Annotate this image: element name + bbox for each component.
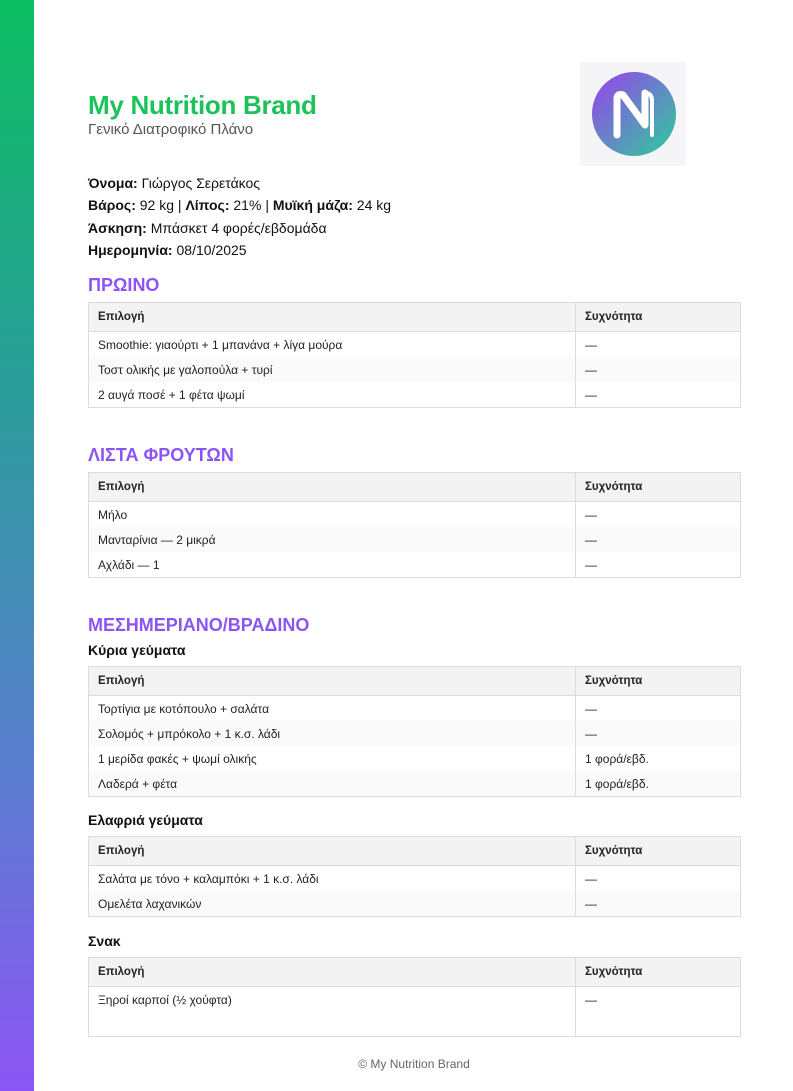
table-row xyxy=(89,552,741,578)
frequency-cell: — xyxy=(576,357,741,382)
table-row xyxy=(89,866,741,892)
muscle-label: Μυϊκή μάζα: xyxy=(272,197,353,214)
column-header-option: Επιλογή xyxy=(89,667,576,696)
n-logo-icon xyxy=(590,71,678,157)
section-title-lunch-dinner: ΜΕΣΗΜΕΡΙΑΝΟ/ΒΡΑΔΙΝΟ xyxy=(88,615,310,635)
column-header-frequency: Συχνότητα xyxy=(576,837,741,866)
frequency-cell: 1 φορά/εβδ. xyxy=(576,746,741,771)
plan-subtitle: Γενικό Διατροφικό Πλάνο xyxy=(88,121,254,138)
date-line xyxy=(88,239,391,261)
exercise-label: Άσκηση: xyxy=(88,219,147,236)
frequency-cell: — xyxy=(576,721,741,746)
fat-value: 21% xyxy=(233,197,262,214)
frequency-cell: — xyxy=(576,866,741,892)
separator: | xyxy=(177,197,182,214)
fruits-table xyxy=(88,472,741,578)
column-header-frequency: Συχνότητα xyxy=(576,473,741,502)
table-row xyxy=(89,771,741,797)
exercise-value: Μπάσκετ 4 φορές/εβδομάδα xyxy=(150,219,327,236)
table-row xyxy=(89,891,741,917)
section-title-fruits: ΛΙΣΤΑ ΦΡΟΥΤΩΝ xyxy=(88,445,234,465)
muscle-value: 24 kg xyxy=(356,197,392,214)
option-cell: Μήλο xyxy=(89,502,576,528)
table-row xyxy=(89,1012,741,1037)
table-row xyxy=(89,332,741,358)
option-cell xyxy=(89,1012,576,1037)
table-row xyxy=(89,721,741,746)
fat-label: Λίπος: xyxy=(185,197,230,214)
gradient-sidebar xyxy=(0,0,34,1091)
column-header-option: Επιλογή xyxy=(89,958,576,987)
option-cell: Smoothie: γιαούρτι + 1 μπανάνα + λίγα μούρα xyxy=(89,332,576,358)
brand-name: My Nutrition Brand xyxy=(88,90,317,120)
snack-table xyxy=(88,957,741,1037)
frequency-cell xyxy=(576,1012,741,1037)
brand-logo xyxy=(580,62,686,166)
name-label: Όνομα: xyxy=(88,175,138,191)
subsection-title-snack: Σνακ xyxy=(88,933,121,949)
frequency-cell: — xyxy=(576,332,741,358)
option-cell: 1 μερίδα φακές + ψωμί ολικής xyxy=(89,746,576,771)
option-cell: Σαλάτα με τόνο + καλαμπόκι + 1 κ.σ. λάδι xyxy=(89,866,576,892)
table-row xyxy=(89,382,741,408)
column-header-frequency: Συχνότητα xyxy=(576,958,741,987)
option-cell: 2 αυγά ποσέ + 1 φέτα ψωμί xyxy=(89,382,576,408)
weight-label: Βάρος: xyxy=(88,197,136,214)
option-cell: Ομελέτα λαχανικών xyxy=(89,891,576,917)
frequency-cell: — xyxy=(576,552,741,578)
frequency-cell: 1 φορά/εβδ. xyxy=(576,771,741,797)
weight-value: 92 kg xyxy=(139,197,175,214)
frequency-cell: — xyxy=(576,502,741,528)
client-exercise-line xyxy=(88,217,391,239)
option-cell: Λαδερά + φέτα xyxy=(89,771,576,797)
frequency-cell: — xyxy=(576,987,741,1013)
table-row xyxy=(89,357,741,382)
column-header-option: Επιλογή xyxy=(89,473,576,502)
table-row xyxy=(89,527,741,552)
option-cell: Σολομός + μπρόκολο + 1 κ.σ. λάδι xyxy=(89,721,576,746)
option-cell: Τορτίγια με κοτόπουλο + σαλάτα xyxy=(89,696,576,722)
light-meals-table xyxy=(88,836,741,917)
option-cell: Τοστ ολικής με γαλοπούλα + τυρί xyxy=(89,357,576,382)
frequency-cell: — xyxy=(576,696,741,722)
frequency-cell: — xyxy=(576,382,741,408)
option-cell: Ξηροί καρποί (½ χούφτα) xyxy=(89,987,576,1013)
client-metrics-line xyxy=(88,194,391,216)
date-label: Ημερομηνία: xyxy=(88,241,173,258)
date-value: 08/10/2025 xyxy=(176,241,247,258)
footer-copyright: © My Nutrition Brand xyxy=(358,1057,470,1071)
main-meals-table xyxy=(88,666,741,797)
table-row xyxy=(89,746,741,771)
column-header-frequency: Συχνότητα xyxy=(576,303,741,332)
subsection-title-main-meals: Κύρια γεύματα xyxy=(88,642,186,658)
option-cell: Αχλάδι — 1 xyxy=(89,552,576,578)
breakfast-table xyxy=(88,302,741,408)
table-row xyxy=(89,987,741,1013)
column-header-option: Επιλογή xyxy=(89,303,576,332)
frequency-cell: — xyxy=(576,891,741,917)
subsection-title-light-meals: Ελαφριά γεύματα xyxy=(88,812,203,828)
column-header-option: Επιλογή xyxy=(89,837,576,866)
column-header-frequency: Συχνότητα xyxy=(576,667,741,696)
client-name: Γιώργος Σερετάκος xyxy=(141,175,261,191)
client-info xyxy=(88,172,391,261)
client-name-line xyxy=(88,172,391,194)
table-row xyxy=(89,502,741,528)
separator: | xyxy=(265,197,269,214)
table-row xyxy=(89,696,741,722)
option-cell: Μανταρίνια — 2 μικρά xyxy=(89,527,576,552)
frequency-cell: — xyxy=(576,527,741,552)
section-title-breakfast: ΠΡΩΙΝΟ xyxy=(88,275,160,295)
